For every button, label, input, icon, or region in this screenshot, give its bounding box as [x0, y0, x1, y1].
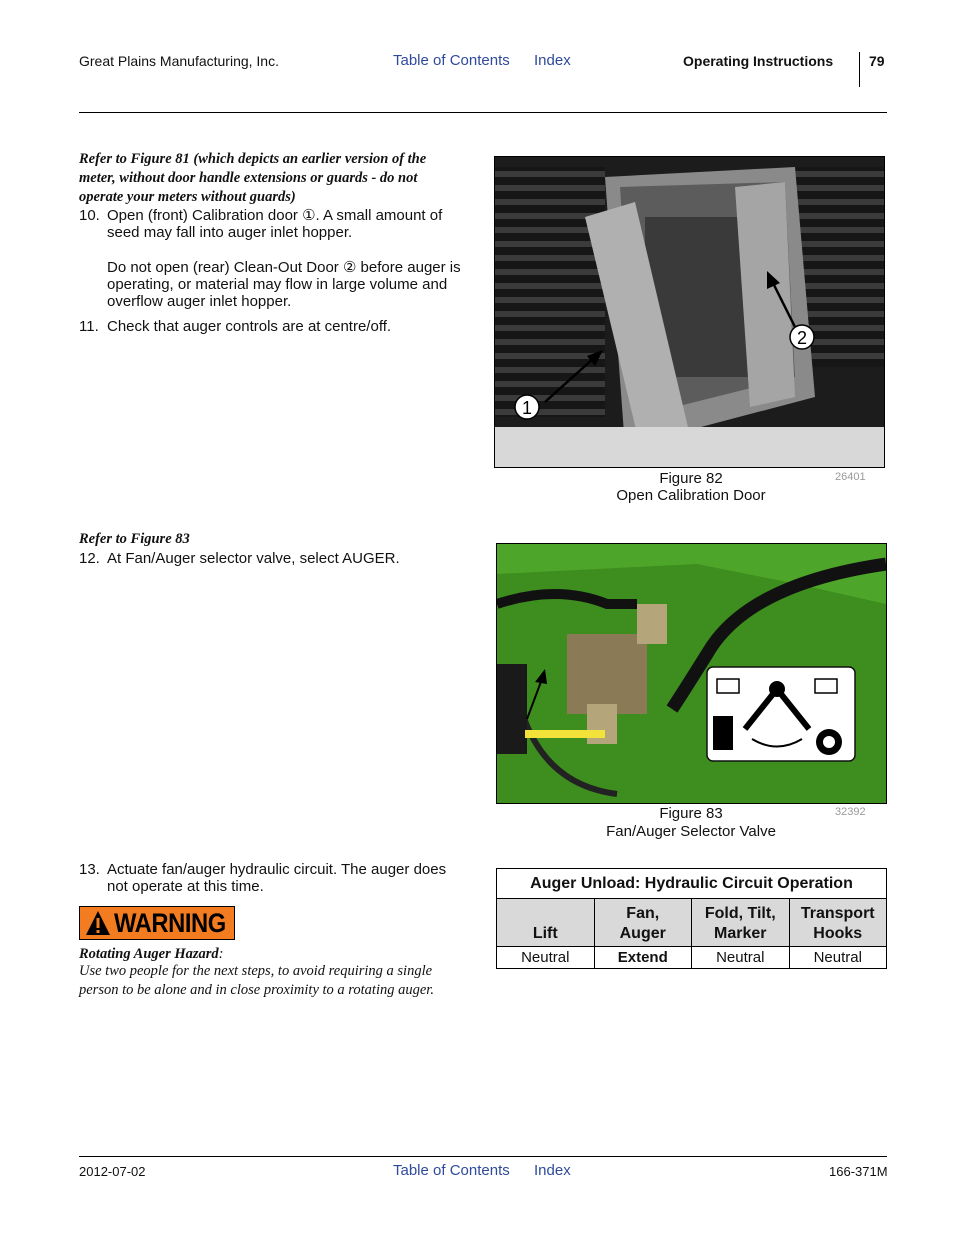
step-12	[79, 550, 464, 567]
figure-82-caption: Open Calibration Door	[616, 487, 766, 504]
calibration-door-illustration	[495, 157, 884, 467]
step-11	[79, 318, 464, 335]
step-text: Check that auger controls are at centre/off.	[107, 318, 392, 335]
callout-1: 1	[521, 398, 533, 418]
footer-rule	[79, 1156, 887, 1157]
hazard-title: Rotating Auger Hazard	[79, 946, 219, 962]
company-name: Great Plains Manufacturing, Inc.	[79, 53, 279, 69]
figure-82-photo	[494, 156, 885, 468]
table-cell: Neutral	[789, 947, 887, 969]
figure-83-caption: Fan/Auger Selector Valve	[606, 823, 776, 840]
warning-text: Use two people for the next steps, to avoid requiring a single person to be alone and in close proximity to a rotating auger.	[79, 963, 434, 998]
warning-badge	[79, 906, 235, 940]
intro-figure83: Refer to Figure 83	[79, 531, 190, 547]
toc-link-header[interactable]: Table of Contents	[393, 52, 510, 69]
step-number: 10.	[79, 207, 100, 224]
selector-valve-illustration	[497, 544, 886, 803]
intro-figure81: Refer to Figure 81 (which depicts an earlier version of the meter, without door handle extensions or guards - do not operate your meters without guards)	[79, 151, 427, 205]
toc-link-footer[interactable]: Table of Contents	[393, 1162, 510, 1179]
index-link-header[interactable]: Index	[534, 52, 571, 69]
hydraulic-operation-table	[496, 868, 887, 969]
header-divider	[859, 52, 860, 87]
figure-83-id: 32392	[835, 806, 866, 818]
index-link-footer[interactable]: Index	[534, 1162, 571, 1179]
col-header-fan-auger: Fan, Auger	[594, 899, 692, 947]
table-title: Auger Unload: Hydraulic Circuit Operation	[497, 869, 887, 899]
col-header-transport-hooks: Transport Hooks	[789, 899, 887, 947]
doc-number: 166-371M	[829, 1164, 888, 1179]
step-10	[79, 207, 464, 310]
step-number: 12.	[79, 550, 100, 567]
table-row	[497, 947, 887, 969]
table-cell: Neutral	[497, 947, 595, 969]
step-text: At Fan/Auger selector valve, select AUGER.	[107, 550, 400, 567]
footer-date: 2012-07-02	[79, 1164, 146, 1179]
step-number: 13.	[79, 861, 100, 878]
warning-label: WARNING	[114, 908, 226, 938]
hazard-colon: :	[218, 946, 224, 962]
figure-82-id: 26401	[835, 471, 866, 483]
figure-83-photo	[496, 543, 887, 804]
table-cell: Extend	[594, 947, 692, 969]
col-header-fold-tilt-marker: Fold, Tilt, Marker	[692, 899, 790, 947]
col-header-lift: Lift	[497, 899, 595, 947]
step-text: Actuate fan/auger hydraulic circuit. The auger does not operate at this time.	[107, 861, 447, 895]
step-note: Do not open (rear) Clean-Out Door ② before auger is operating, or material may flow in large volume and overflow auger inlet hopper.	[107, 259, 461, 310]
header-rule	[79, 112, 887, 113]
section-title: Operating Instructions	[683, 53, 834, 69]
page-number: 79	[869, 53, 885, 69]
figure-83-label: Figure 83	[659, 805, 723, 822]
step-text: Open (front) Calibration door ①. A small amount of seed may fall into auger inlet hopper.	[107, 207, 443, 241]
step-number: 11.	[79, 318, 99, 335]
figure-82-label: Figure 82	[659, 470, 723, 487]
step-13	[79, 861, 464, 895]
table-cell: Neutral	[692, 947, 790, 969]
callout-2: 2	[796, 328, 808, 348]
